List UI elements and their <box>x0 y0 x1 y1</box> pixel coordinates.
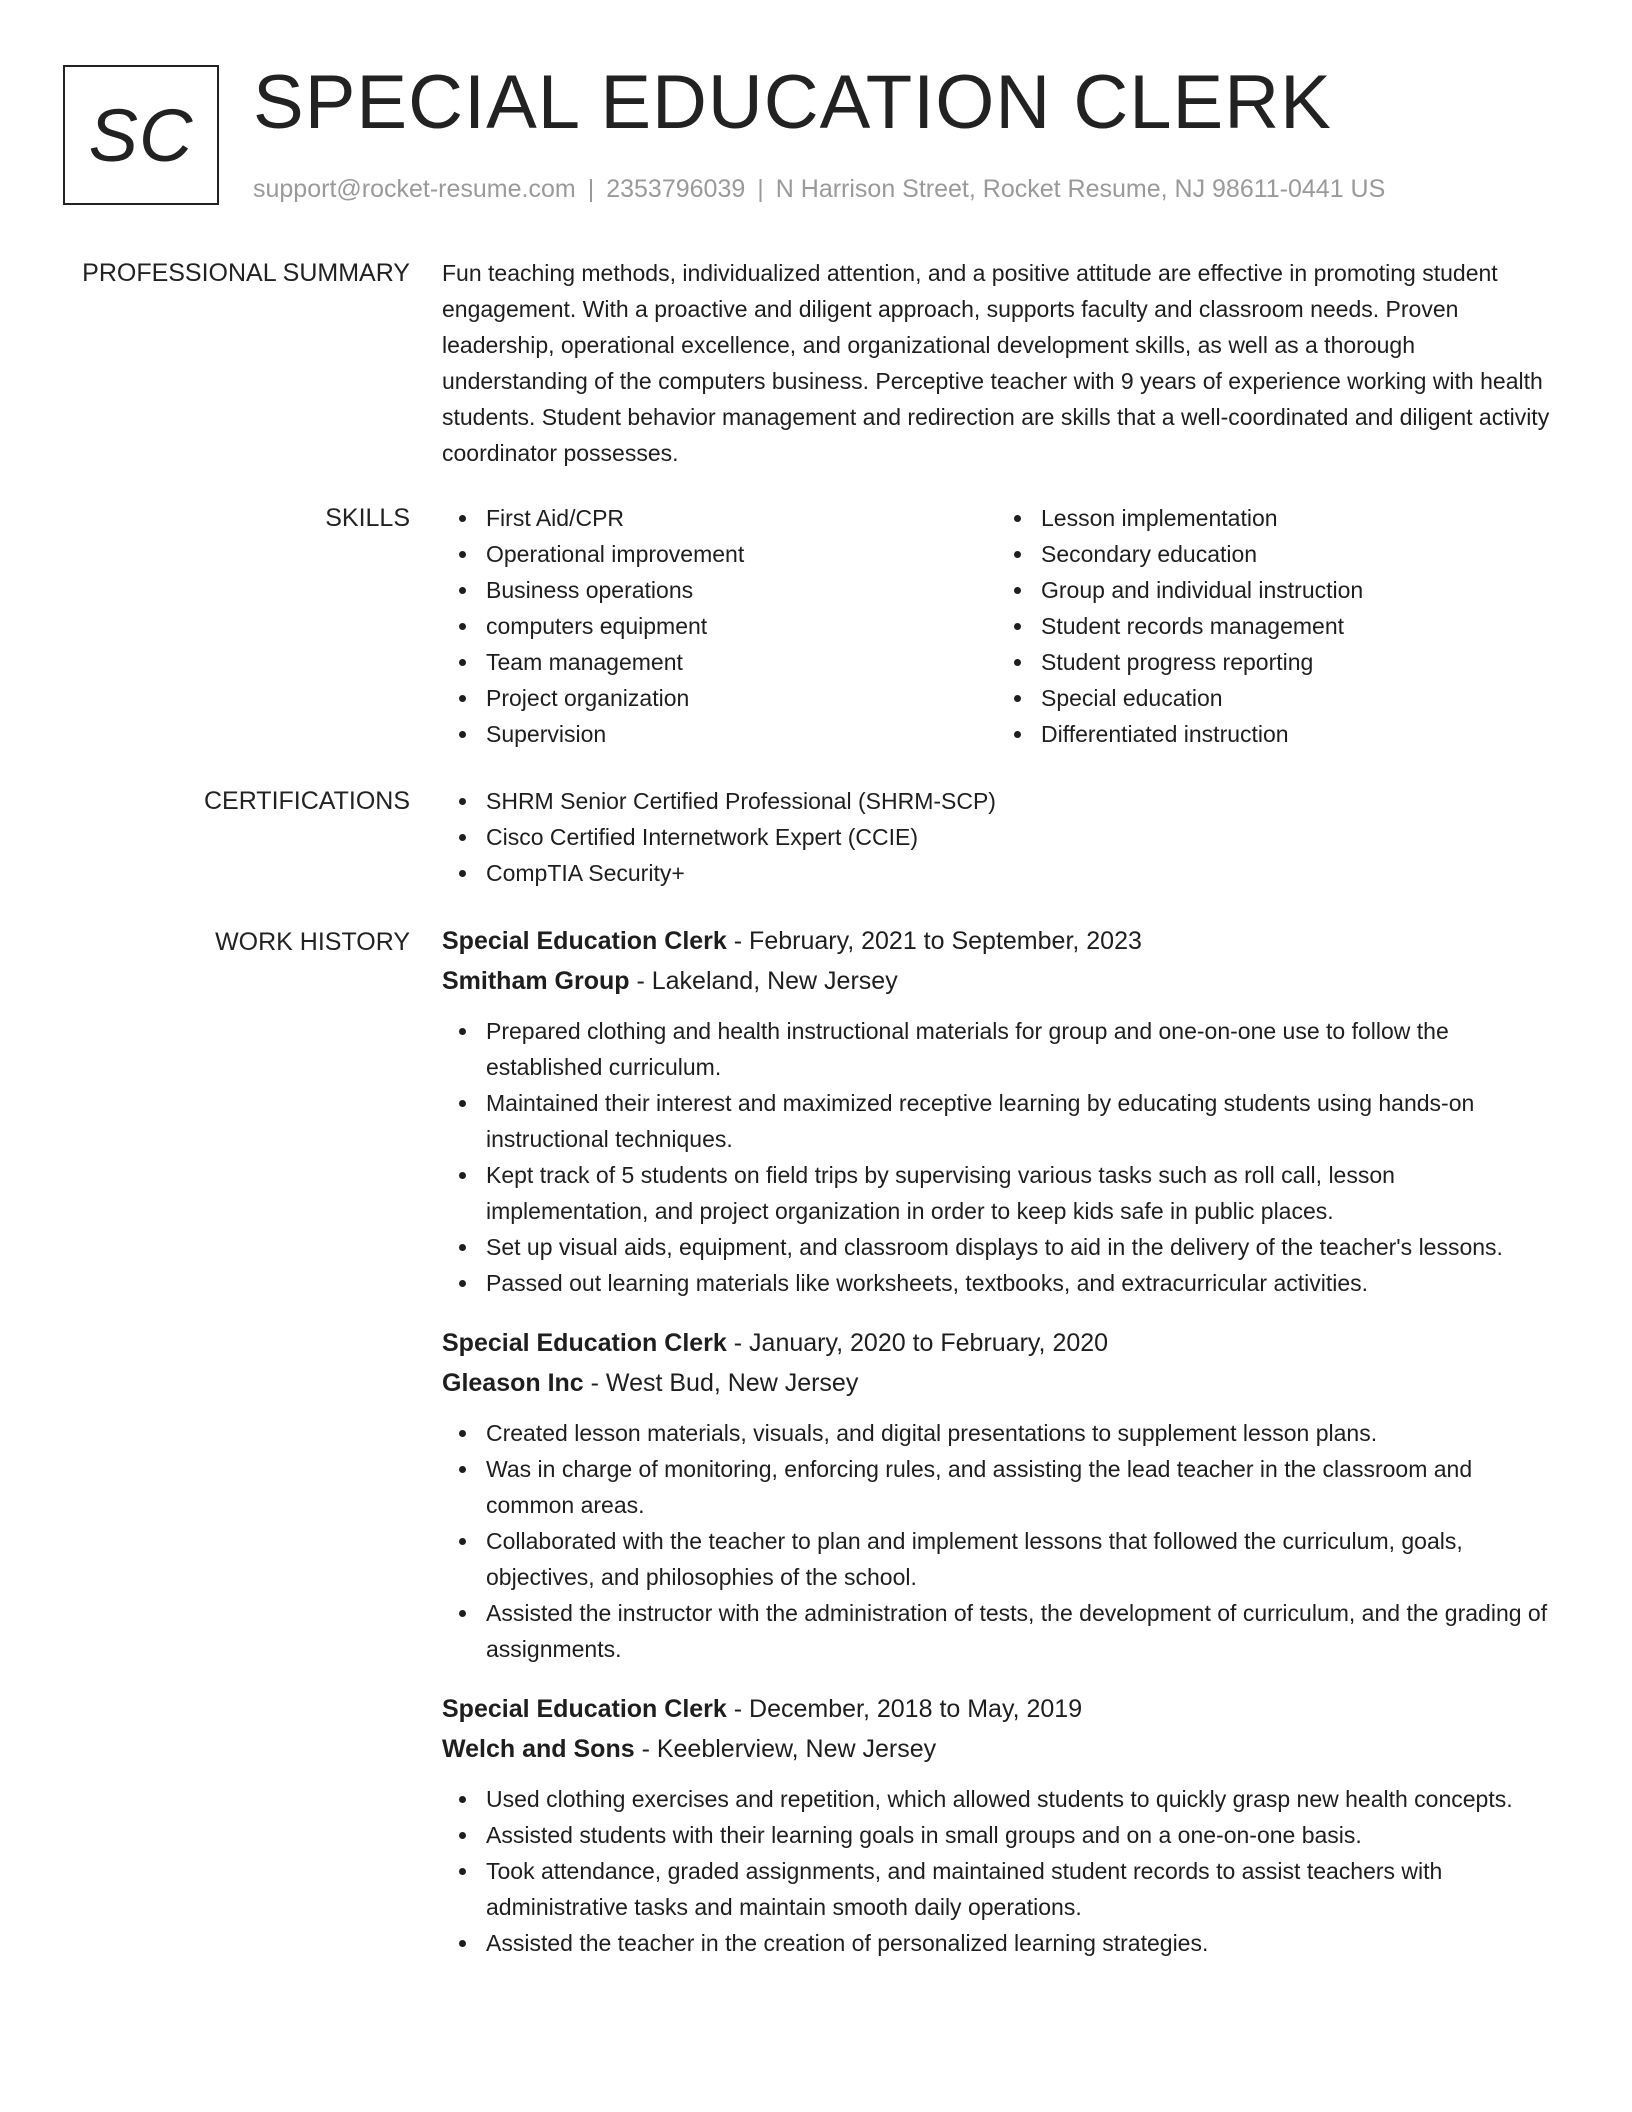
job-bullet: Assisted the instructor with the administration of tests, the development of curriculum, and the grading of assignments. <box>486 1595 1552 1667</box>
job-dates: - December, 2018 to May, 2019 <box>726 1695 1083 1723</box>
skill-item: Project organization <box>486 680 997 716</box>
job-dates: - February, 2021 to September, 2023 <box>726 927 1142 955</box>
job-dates: - January, 2020 to February, 2020 <box>726 1329 1109 1357</box>
skills-list-left <box>442 500 997 752</box>
skill-item: Student progress reporting <box>1041 644 1552 680</box>
skill-item: Lesson implementation <box>1041 500 1552 536</box>
job-location: - Lakeland, New Jersey <box>629 967 898 995</box>
resume-name: SPECIAL EDUCATION CLERK <box>253 60 1332 145</box>
contact-address: N Harrison Street, Rocket Resume, NJ 98611-0441 US <box>775 175 1386 203</box>
skill-item: Operational improvement <box>486 536 997 572</box>
job-bullet: Used clothing exercises and repetition, which allowed students to quickly grasp new health concepts. <box>486 1781 1552 1817</box>
job-entry <box>442 921 1552 1301</box>
summary-text: Fun teaching methods, individualized attention, and a positive attitude are effective in promoting student engagement. With a proactive and diligent approach, supports faculty and classroom needs. Proven leadership, operational excellence, and organizational development skills, as well as a thorough understanding of the computers business. Perceptive teacher with 9 years of experience working with health students. Student behavior management and redirection are skills that a well-coordinated and diligent activity coordinator possesses. <box>442 260 1550 466</box>
job-company: Gleason Inc <box>442 1369 584 1397</box>
section-heading-certifications: CERTIFICATIONS <box>203 787 410 815</box>
job-bullet: Assisted the teacher in the creation of personalized learning strategies. <box>486 1925 1552 1961</box>
skill-item: computers equipment <box>486 608 997 644</box>
job-title-line <box>442 1323 1552 1363</box>
job-location: - West Bud, New Jersey <box>583 1369 859 1397</box>
job-location: - Keeblerview, New Jersey <box>634 1735 937 1763</box>
job-company: Smitham Group <box>442 967 630 995</box>
job-bullet: Created lesson materials, visuals, and digital presentations to supplement lesson plans. <box>486 1415 1552 1451</box>
job-company-line <box>442 1363 1552 1403</box>
contact-separator: | <box>587 175 595 203</box>
skill-item: Secondary education <box>1041 536 1552 572</box>
skill-item: First Aid/CPR <box>486 500 997 536</box>
section-heading-skills: SKILLS <box>325 504 410 532</box>
skill-item: Special education <box>1041 680 1552 716</box>
job-bullet: Kept track of 5 students on field trips by supervising various tasks such as roll call, lesson implementation, and project organization in order to keep kids safe in public places. <box>486 1157 1552 1229</box>
contact-phone[interactable]: 2353796039 <box>606 175 746 203</box>
skill-item: Business operations <box>486 572 997 608</box>
certification-item: Cisco Certified Internetwork Expert (CCIE) <box>486 819 1552 855</box>
job-bullet: Set up visual aids, equipment, and classroom displays to aid in the delivery of the teacher's lessons. <box>486 1229 1552 1265</box>
job-title: Special Education Clerk <box>442 1695 727 1723</box>
job-bullet: Took attendance, graded assignments, and maintained student records to assist teachers with administrative tasks and maintain smooth daily operations. <box>486 1853 1552 1925</box>
skill-item: Supervision <box>486 716 997 752</box>
job-bullets <box>442 1013 1552 1301</box>
job-company: Welch and Sons <box>442 1735 635 1763</box>
job-bullet: Maintained their interest and maximized receptive learning by educating students using hands-on instructional techniques. <box>486 1085 1552 1157</box>
skill-item: Group and individual instruction <box>1041 572 1552 608</box>
skill-item: Differentiated instruction <box>1041 716 1552 752</box>
contact-separator: | <box>757 175 764 203</box>
job-company-line <box>442 961 1552 1001</box>
certification-item: CompTIA Security+ <box>486 855 1552 891</box>
job-bullet: Was in charge of monitoring, enforcing rules, and assisting the lead teacher in the classroom and common areas. <box>486 1451 1552 1523</box>
certification-item: SHRM Senior Certified Professional (SHRM-SCP) <box>486 783 1552 819</box>
job-bullet: Passed out learning materials like worksheets, textbooks, and extracurricular activities. <box>486 1265 1552 1301</box>
contact-line <box>253 174 1385 204</box>
contact-email[interactable]: support@rocket-resume.com <box>253 175 576 203</box>
job-bullets <box>442 1415 1552 1667</box>
job-bullet: Collaborated with the teacher to plan and implement lessons that followed the curriculum, goals, objectives, and philosophies of the school. <box>486 1523 1552 1595</box>
job-entry <box>442 1323 1552 1667</box>
skills-list-right <box>997 500 1552 752</box>
certifications-list <box>442 783 1552 891</box>
skill-item: Student records management <box>1041 608 1552 644</box>
job-bullet: Prepared clothing and health instructional materials for group and one-on-one use to follow the established curriculum. <box>486 1013 1552 1085</box>
job-bullets <box>442 1781 1552 1961</box>
job-company-line <box>442 1729 1552 1769</box>
job-entry <box>442 1689 1552 1961</box>
monogram-logo: SC <box>63 65 219 205</box>
job-title: Special Education Clerk <box>442 1329 727 1357</box>
job-bullet: Assisted students with their learning goals in small groups and on a one-on-one basis. <box>486 1817 1552 1853</box>
job-title-line <box>442 1689 1552 1729</box>
section-heading-summary: PROFESSIONAL SUMMARY <box>82 259 410 287</box>
job-title: Special Education Clerk <box>442 927 727 955</box>
job-title-line <box>442 921 1552 961</box>
skill-item: Team management <box>486 644 997 680</box>
section-heading-work-history: WORK HISTORY <box>215 928 410 956</box>
